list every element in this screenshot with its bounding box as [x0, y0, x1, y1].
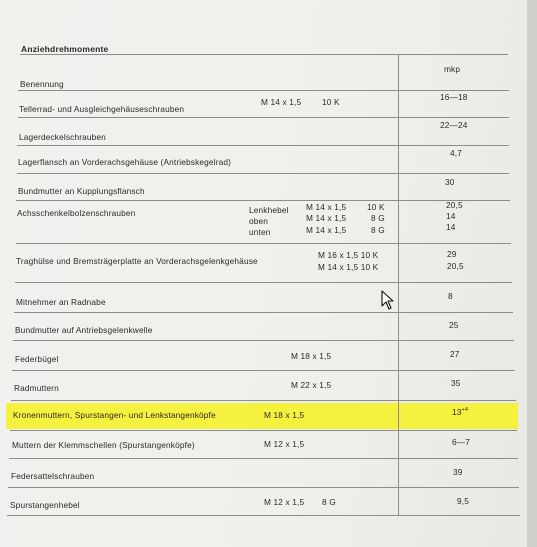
row-divider	[18, 117, 509, 118]
mouse-pointer-icon	[381, 290, 395, 310]
row-name: Federbügel	[15, 354, 59, 364]
sub-pos: Lenkhebel	[249, 205, 289, 215]
header-name: Benennung	[20, 79, 64, 89]
row-divider	[12, 370, 515, 371]
sub-pos: oben	[249, 216, 269, 226]
row-divider	[17, 145, 509, 146]
sub-grade: 10 K	[367, 202, 385, 212]
row-name: Muttern der Klemmschellen (Spurstangenköpfe)	[12, 440, 195, 450]
row-divider	[17, 173, 509, 174]
sub-thread: M 14 x 1,5	[306, 225, 347, 235]
row-thread: M 18 x 1,5	[264, 410, 305, 420]
row-thread: M 12 x 1,5	[264, 439, 305, 449]
row-divider	[10, 430, 517, 431]
row-grade: 8 G	[322, 497, 336, 507]
row-divider	[14, 312, 513, 313]
sub-pos: unten	[249, 227, 271, 237]
row-divider	[7, 515, 520, 516]
row-value: 6—7	[452, 437, 470, 447]
row-thread: M 22 x 1,5	[291, 380, 332, 390]
row-name: Federsattelschrauben	[11, 471, 95, 481]
sub-value: 29	[447, 249, 457, 259]
row-divider	[16, 200, 510, 201]
row-name: Kronenmuttern, Spurstangen- und Lenkstangenköpfe	[13, 410, 216, 420]
row-name: Lagerdeckelschrauben	[19, 132, 106, 142]
row-thread: M 14 x 1,5	[261, 97, 302, 107]
row-divider	[11, 400, 516, 401]
row-name: Tellerrad- und Ausgleichgehäuseschrauben	[19, 104, 185, 114]
row-grade: 10 K	[322, 97, 340, 107]
row-name: Bundmutter an Kupplungsflansch	[18, 186, 145, 196]
row-thread: M 12 x 1,5	[264, 497, 305, 507]
row-divider	[9, 458, 518, 459]
row-value: 30	[445, 177, 455, 187]
row-name: Achsschenkelbolzenschrauben	[17, 208, 136, 218]
row-value: 39	[453, 467, 463, 477]
row-name: Bundmutter auf Antriebsgelenkwelle	[15, 325, 153, 335]
row-name: Radmuttern	[14, 383, 59, 393]
row-value: 35	[451, 378, 461, 388]
row-value: 9,5	[457, 496, 469, 506]
row-name: Traghülse und Bremsträgerplatte an Vorderachsgelenkgehäuse	[16, 256, 258, 266]
row-value: 27	[450, 349, 460, 359]
row-value-main: 13	[452, 407, 462, 417]
sub-thread: M 14 x 1,5	[306, 202, 347, 212]
sub-thread: M 14 x 1,5 10 K	[318, 262, 379, 272]
sub-grade: 8 G	[371, 213, 385, 223]
row-value: 22—24	[440, 120, 468, 130]
sub-thread: M 14 x 1,5	[306, 213, 347, 223]
row-value: 8	[448, 291, 453, 301]
column-divider	[398, 54, 399, 516]
sub-value: 14	[446, 211, 456, 221]
sub-value: 20,5	[446, 200, 463, 210]
row-value: 4,7	[450, 148, 462, 158]
page-edge-shadow	[527, 0, 537, 547]
row-divider	[8, 487, 519, 488]
row-divider	[15, 282, 512, 283]
header-unit: mkp	[444, 64, 461, 74]
row-thread: M 18 x 1,5	[291, 351, 332, 361]
row-value: 16—18	[440, 92, 468, 102]
row-name: Spurstangenhebel	[10, 500, 80, 510]
sub-value: 14	[446, 222, 456, 232]
row-value: 25	[449, 320, 459, 330]
row-value-superscript: +4	[461, 407, 469, 414]
row-divider	[16, 243, 511, 244]
row-name: Mitnehmer an Radnabe	[16, 297, 106, 307]
sub-grade: 8 G	[371, 225, 385, 235]
title-underline	[20, 54, 508, 55]
row-name: Lagerflansch an Vorderachsgehäuse (Antriebskegelrad)	[18, 157, 232, 167]
row-divider	[18, 90, 509, 91]
page-title: Anziehdrehmomente	[21, 44, 109, 54]
row-divider	[13, 340, 514, 341]
sub-thread: M 16 x 1,5 10 K	[318, 250, 379, 260]
row-value	[452, 407, 468, 417]
sub-value: 20,5	[447, 261, 464, 271]
